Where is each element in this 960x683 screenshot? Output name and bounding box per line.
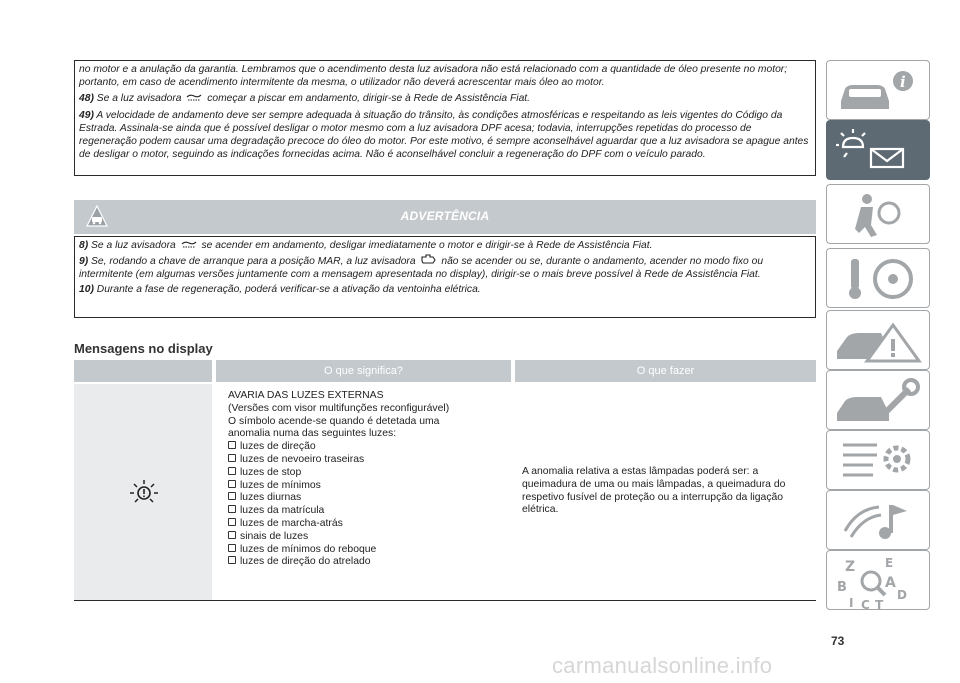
tab-car-info[interactable] [826, 60, 930, 120]
table-header-blank [74, 360, 212, 382]
warning-10 [79, 283, 811, 296]
tab-warning-lights[interactable] [826, 120, 930, 180]
tab-emergency[interactable] [826, 310, 930, 370]
car-info-icon [827, 61, 931, 121]
warning-header [74, 200, 816, 234]
warning-8 [79, 239, 811, 252]
notes-box [74, 60, 816, 176]
table-header-meaning [216, 360, 511, 382]
bullet-icon [228, 467, 236, 475]
warning-text: Se a luz avisadora [91, 240, 176, 251]
note-49 [79, 109, 811, 162]
list-item: luzes diurnas [228, 492, 513, 505]
bullet-icon [228, 480, 236, 488]
dpf-warning-icon [181, 240, 197, 249]
bullet-icon [228, 518, 236, 526]
tab-safety[interactable] [826, 184, 930, 244]
page-number: 73 [831, 634, 845, 648]
warning-9 [79, 254, 811, 281]
svg-text:T: T [875, 598, 884, 611]
table-divider [74, 600, 816, 601]
list-item: luzes de direção do atrelado [228, 556, 513, 569]
list-item: luzes de direção [228, 441, 513, 454]
list-item: luzes de nevoeiro traseiras [228, 454, 513, 467]
bullet-icon [228, 531, 236, 539]
airbag-safety-icon [827, 185, 931, 245]
warning-text: Durante a fase de regeneração, poderá verificar-se a ativação da ventoinha elétrica. [96, 284, 481, 295]
note-number: 48) [79, 93, 94, 105]
meaning-line: (Versões com visor multifunções reconfigurável) [228, 402, 450, 414]
list-item: luzes de mínimos [228, 480, 513, 493]
note-continuation: no motor e a anulação da garantia. Lembramos que o acendimento desta luz avisadora não está relacionado com a quantidade de óleo presente no motor; portanto, em caso de acendimento intermitente da mesma, o utilizador não deverá acrescentar mais óleo ao motor. [79, 64, 788, 89]
table-cell-meaning [228, 390, 513, 569]
warning-number: 10) [79, 284, 94, 295]
warning-text: não se acender ou se, durante o andamento, acender no modo fixo ou intermitente (em algumas versões juntamente com a mensagem apresentada no display), dirigir-se o mais breve possível à Rede de Assistência Fiat. [79, 256, 764, 280]
tab-driving[interactable] [826, 248, 930, 308]
table-row-icon-cell [74, 384, 212, 600]
bullet-icon [228, 556, 236, 564]
multimedia-music-icon [827, 491, 931, 551]
key-steering-wheel-icon [827, 249, 931, 309]
table-header-meaning-label: O que significa? [324, 365, 403, 377]
warning-number: 9) [79, 256, 89, 267]
alphabetical-index-icon [827, 551, 931, 611]
tab-multimedia[interactable] [826, 490, 930, 550]
svg-text:I: I [849, 596, 854, 610]
table-cell-action: A anomalia relativa a estas lâmpadas poderá ser: a queimadura de uma ou mais lâmpadas, a queimadura do respetivo fusível de proteção ou a interrupção da ligação elétrica. [522, 466, 786, 516]
emergency-warning-icon [827, 311, 931, 371]
table-header-action-label: O que fazer [636, 365, 695, 377]
svg-text:B: B [837, 580, 847, 595]
tab-technical-data[interactable] [826, 430, 930, 490]
note-48 [79, 92, 811, 105]
table-header-action [515, 360, 816, 382]
svg-text:D: D [897, 588, 907, 602]
bullet-icon [228, 492, 236, 500]
bullet-icon [228, 454, 236, 462]
bullet-icon [228, 544, 236, 552]
warning-number: 8) [79, 240, 89, 251]
section-title: Mensagens no display [74, 341, 213, 356]
meaning-line: AVARIA DAS LUZES EXTERNAS [228, 390, 384, 401]
list-item: luzes de stop [228, 467, 513, 480]
warning-text: se acender em andamento, desligar imediatamente o motor e dirigir-se à Rede de Assistência Fiat. [201, 240, 653, 251]
dpf-warning-icon [186, 93, 202, 102]
list-item: luzes de mínimos do reboque [228, 544, 513, 557]
list-item: luzes da matrícula [228, 505, 513, 518]
engine-oil-icon [420, 254, 436, 265]
warning-title: ADVERTÊNCIA [400, 209, 490, 223]
list-item: sinais de luzes [228, 531, 513, 544]
list-item: luzes de marcha-atrás [228, 518, 513, 531]
svg-text:Z: Z [845, 559, 856, 575]
warning-box [74, 236, 816, 318]
bullet-icon [228, 505, 236, 513]
svg-text:C: C [861, 598, 870, 611]
note-number: 49) [79, 109, 94, 121]
maintenance-wrench-icon [827, 371, 931, 431]
svg-text:i: i [900, 73, 906, 91]
exterior-lights-failure-icon [126, 478, 162, 506]
tab-index[interactable] [826, 550, 930, 610]
warning-lights-messages-icon [827, 121, 931, 181]
warning-text: Se, rodando a chave de arranque para a posição MAR, a luz avisadora [91, 256, 416, 267]
meaning-line: anomalia numa das seguintes luzes: [228, 428, 397, 440]
tab-maintenance[interactable] [826, 370, 930, 430]
note-text: começar a piscar em andamento, dirigir-se à Rede de Assistência Fiat. [207, 93, 531, 105]
note-text: A velocidade de andamento deve ser sempre adequada à situação do trânsito, às condições atmosféricas e respeitando as leis vigentes do Código da Estrada. Assinala-se ainda que é possível desligar o motor mesmo com a luz avisadora DPF acesa; todavia, interrupções repetidas do processo de regeneração podem causar uma degradação precoce do óleo do motor. Por este motivo, é sempre aconselhável aguardar que a luz avisadora se apague antes de desligar o motor, seguindo as indicações fornecidas acima. Não é aconselhável concluir a regeneração do DPF com o veículo parado. [79, 109, 809, 161]
watermark: carmanualsonline.info [552, 653, 773, 678]
svg-text:A: A [885, 575, 896, 591]
technical-data-gear-icon [827, 431, 931, 491]
note-text: Se a luz avisadora [96, 93, 182, 105]
bullet-icon [228, 441, 236, 449]
svg-text:E: E [885, 556, 894, 570]
meaning-line: O símbolo acende-se quando é detetada uma [228, 415, 440, 427]
